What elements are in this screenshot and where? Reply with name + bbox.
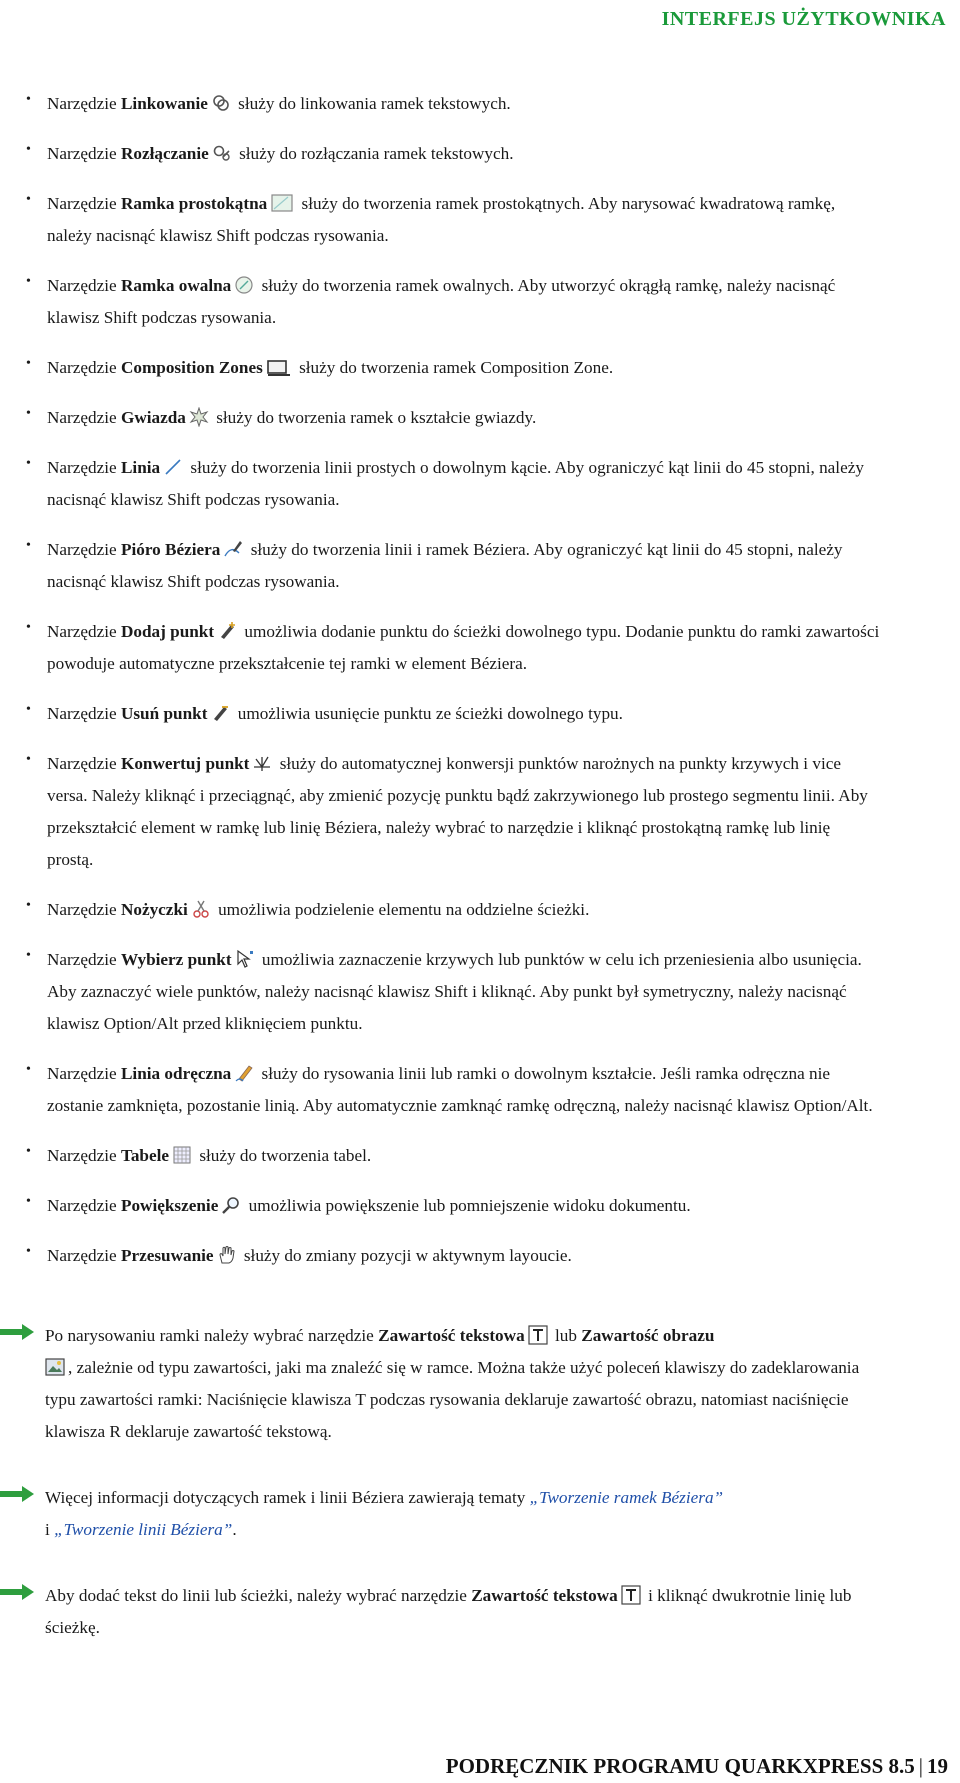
remove-point-icon (210, 703, 230, 723)
hand-tool-icon (217, 1245, 237, 1265)
star-tool-icon (189, 407, 209, 427)
line-tool-icon (163, 457, 183, 477)
link-bezier-lines[interactable]: „Tworzenie linii Béziera” (54, 1520, 233, 1539)
scissors-icon (191, 899, 211, 919)
tool-name: Composition Zones (120, 358, 263, 377)
list-item: • Narzędzie Dodaj punkt umożliwia dodanie punktu do ścieżki dowolnego typu. Dodanie punktu do ramki zawartości powoduje automatyczne przekształcenie tej ramki w element Béziera. (0, 616, 960, 680)
bullet-icon: • (26, 538, 31, 553)
arrow-right-icon (0, 1324, 34, 1340)
tool-name: Nożyczki (120, 900, 188, 919)
list-item: • Narzędzie Linkowanie służy do linkowania ramek tekstowych. (0, 88, 960, 120)
composition-zones-icon (266, 357, 292, 377)
tool-list (0, 88, 960, 1290)
list-item: • Narzędzie Linia odręczna służy do rysowania linii lub ramki o dowolnym kształcie. Jeśli ramka odręczna nie zostanie zamknięta, pozostanie linią. Aby automatycznie zamknąć ramkę odręczną, należy nacisnąć klawisz Option/Alt. (0, 1058, 960, 1122)
text-content-icon (528, 1325, 548, 1345)
tool-name: Linia odręczna (120, 1064, 232, 1083)
page-header-title: INTERFEJS UŻYTKOWNIKA (661, 8, 946, 30)
bullet-icon: • (26, 752, 31, 767)
footer-title: PODRĘCZNIK PROGRAMU QUARKXPRESS 8.5 (445, 1754, 915, 1778)
footer-separator: | (918, 1754, 923, 1778)
bullet-icon: • (26, 92, 31, 107)
tool-name: Linkowanie (120, 94, 208, 113)
link-bezier-frames[interactable]: „Tworzenie ramek Béziera” (529, 1488, 724, 1507)
list-item: • Narzędzie Nożyczki umożliwia podzielenie elementu na oddzielne ścieżki. (0, 894, 960, 926)
list-item: • Narzędzie Powiększenie umożliwia powiększenie lub pomniejszenie widoku dokumentu. (0, 1190, 960, 1222)
list-item: • Narzędzie Przesuwanie służy do zmiany pozycji w aktywnym layoucie. (0, 1240, 960, 1272)
list-item: • Narzędzie Konwertuj punkt służy do automatycznej konwersji punktów narożnych na punkty krzywych i vice versa. Należy kliknąć i przeciągnąć, aby zmienić pozycję punktu bądź zakrzywionego lub prostego segmentu linii. Aby przekształcić element w ramkę lub linię Béziera, należy wybrać to narzędzie i kliknąć prostokątną ramkę lub linię prostą. (0, 748, 960, 876)
bullet-icon: • (26, 1062, 31, 1077)
bullet-icon: • (26, 356, 31, 371)
select-point-icon (235, 949, 255, 969)
bullet-icon: • (26, 620, 31, 635)
tool-name: Usuń punkt (120, 704, 208, 723)
tool-name: Konwertuj punkt (120, 754, 250, 773)
tool-name: Ramka prostokątna (120, 194, 268, 213)
list-item: • Narzędzie Usuń punkt umożliwia usunięcie punktu ze ścieżki dowolnego typu. (0, 698, 960, 730)
bullet-icon: • (26, 1144, 31, 1159)
tool-name: Powiększenie (120, 1196, 219, 1215)
arrow-right-icon (0, 1486, 34, 1502)
tool-name: Linia (120, 458, 161, 477)
list-item: • Narzędzie Rozłączanie służy do rozłączania ramek tekstowych. (0, 138, 960, 170)
note-item: Po narysowaniu ramki należy wybrać narzędzie Zawartość tekstowa lub Zawartość obrazu , zależnie od typu zawartości, jaki ma znaleźć się w ramce. Można także użyć poleceń klawiszy do zadeklarowania typu zawartości ramki: Naciśnięcie klawisza T podczas rysowania deklaruje zawartość obrazu, natomiast naciśnięcie klawisza R deklaruje zawartość tekstową. (0, 1320, 960, 1448)
tool-name: Wybierz punkt (120, 950, 232, 969)
tool-name: Rozłączanie (120, 144, 209, 163)
table-tool-icon (172, 1145, 192, 1165)
tool-name: Tabele (120, 1146, 170, 1165)
page-footer (446, 1754, 948, 1779)
tool-name: Ramka owalna (120, 276, 232, 295)
unlink-tool-icon (212, 143, 232, 163)
freehand-line-icon (234, 1063, 254, 1083)
bullet-icon: • (26, 702, 31, 717)
bullet-icon: • (26, 192, 31, 207)
bezier-pen-icon (223, 539, 243, 559)
bullet-icon: • (26, 1244, 31, 1259)
note-item: Aby dodać tekst do linii lub ścieżki, należy wybrać narzędzie Zawartość tekstowa i kliknąć dwukrotnie linię lub ścieżkę. (0, 1580, 960, 1644)
add-point-icon (217, 621, 237, 641)
text-content-icon (621, 1585, 641, 1605)
tool-name: Pióro Béziera (120, 540, 221, 559)
zoom-tool-icon (221, 1195, 241, 1215)
convert-point-icon (252, 753, 272, 773)
list-item: • Narzędzie Ramka owalna służy do tworzenia ramek owalnych. Aby utworzyć okrągłą ramkę, należy nacisnąć klawisz Shift podczas rysowania. (0, 270, 960, 334)
list-item: • Narzędzie Ramka prostokątna służy do tworzenia ramek prostokątnych. Aby narysować kwadratową ramkę, należy nacisnąć klawisz Shift podczas rysowania. (0, 188, 960, 252)
picture-content-icon (45, 1357, 65, 1377)
bullet-icon: • (26, 142, 31, 157)
bullet-icon: • (26, 456, 31, 471)
bullet-icon: • (26, 274, 31, 289)
list-item: • Narzędzie Wybierz punkt umożliwia zaznaczenie krzywych lub punktów w celu ich przeniesienia albo usunięcia. Aby zaznaczyć wiele punktów, należy nacisnąć klawisz Shift i kliknąć. Aby punkt był symetryczny, należy nacisnąć klawisz Option/Alt przed kliknięciem punktu. (0, 944, 960, 1040)
tool-name: Przesuwanie (120, 1246, 214, 1265)
link-tool-icon (211, 93, 231, 113)
arrow-right-icon (0, 1584, 34, 1600)
bullet-icon: • (26, 406, 31, 421)
list-item: • Narzędzie Tabele służy do tworzenia tabel. (0, 1140, 960, 1172)
bullet-icon: • (26, 898, 31, 913)
oval-frame-icon (234, 275, 254, 295)
list-item: • Narzędzie Pióro Béziera służy do tworzenia linii i ramek Béziera. Aby ograniczyć kąt linii do 45 stopni, należy nacisnąć klawisz Shift podczas rysowania. (0, 534, 960, 598)
page-number: 19 (927, 1754, 948, 1778)
list-item: • Narzędzie Composition Zones służy do tworzenia ramek Composition Zone. (0, 352, 960, 384)
bullet-icon: • (26, 948, 31, 963)
tool-name: Dodaj punkt (120, 622, 215, 641)
list-item: • Narzędzie Linia służy do tworzenia linii prostych o dowolnym kącie. Aby ograniczyć kąt linii do 45 stopni, należy nacisnąć klawisz Shift podczas rysowania. (0, 452, 960, 516)
bullet-icon: • (26, 1194, 31, 1209)
tool-name: Gwiazda (120, 408, 186, 427)
rectangle-frame-icon (270, 193, 294, 213)
note-item: Więcej informacji dotyczących ramek i linii Béziera zawierają tematy „Tworzenie ramek Béziera” i „Tworzenie linii Béziera”. (0, 1482, 960, 1546)
list-item: • Narzędzie Gwiazda służy do tworzenia ramek o kształcie gwiazdy. (0, 402, 960, 434)
notes-section (0, 1320, 960, 1678)
